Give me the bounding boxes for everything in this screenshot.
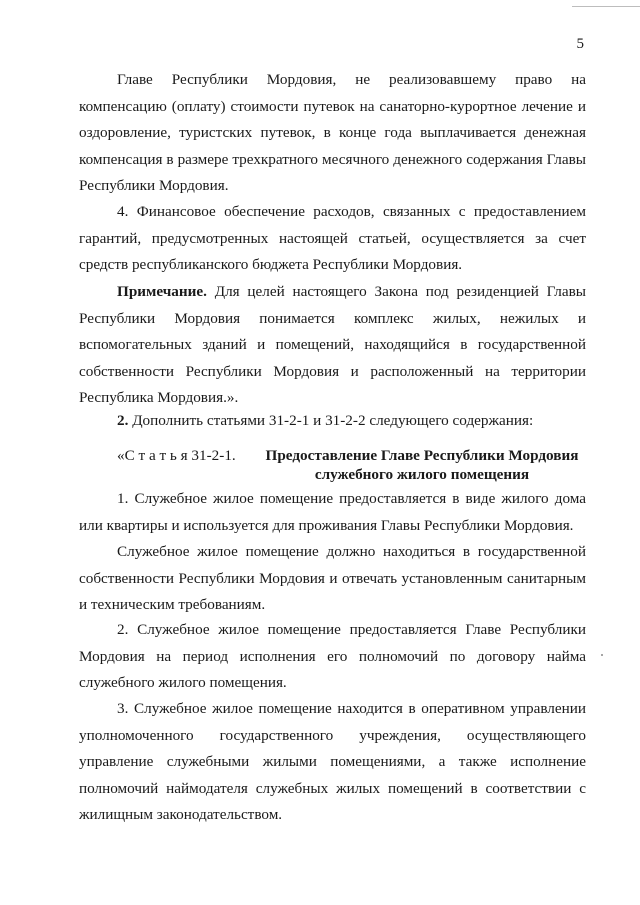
scan-edge-line	[572, 6, 640, 7]
paragraph-requirements: Служебное жилое помещение должно находиться в государственной собственности Республики Мордовия и отвечать установленным санитарным и техническим требованиям.	[79, 543, 586, 614]
page-number: 5	[576, 36, 584, 52]
paragraph-note	[79, 279, 586, 412]
paragraph-financing: 4. Финансовое обеспечение расходов, связанных с предоставлением гарантий, предусмотренных настоящей статьей, осуществляется за счет средств республиканского бюджета Республики Мордовия.	[79, 203, 586, 274]
scan-speck	[601, 654, 603, 656]
amendment-text: Дополнить статьями 31-2-1 и 31-2-2 следующего содержания:	[128, 412, 534, 429]
paragraph-item-2: 2. Служебное жилое помещение предоставляется Главе Республики Мордовия на период исполнения его полномочий по договору найма служебного жилого помещения.	[79, 621, 586, 692]
note-text: Для целей настоящего Закона под резиденцией Главы Республики Мордовия понимается комплекс жилых, нежилых и вспомогательных зданий и помещений, находящийся в государственной собственности Республики Мордовия и расположенный на территории Республика Мордовия.».	[79, 283, 586, 407]
paragraph-item-3: 3. Служебное жилое помещение находится в оперативном управлении уполномоченного государственного учреждения, осуществляющего управление служебными жилыми помещениями, а также исполнение полномочий наймодателя служебных жилых помещений в соответствии с жилищным законодательством.	[79, 700, 586, 824]
amendment-number: 2.	[117, 412, 129, 429]
note-label: Примечание.	[117, 283, 207, 300]
paragraph-amendment	[79, 408, 586, 435]
article-number: «С т а т ь я 31-2-1.	[117, 447, 236, 464]
paragraph-compensation: Главе Республики Мордовия, не реализовавшему право на компенсацию (оплату) стоимости путевок на санаторно-курортное лечение и оздоровление, туристских путевок, в конце года выплачивается денежная компенсация в размере трехкратного месячного денежного содержания Главы Республики Мордовия.	[79, 71, 586, 195]
article-title: Предоставление Главе Республики Мордовия служебного жилого помещения	[265, 447, 579, 483]
paragraph-item-1: 1. Служебное жилое помещение предоставляется в виде жилого дома или квартиры и используется для проживания Главы Республики Мордовия.	[79, 490, 586, 534]
